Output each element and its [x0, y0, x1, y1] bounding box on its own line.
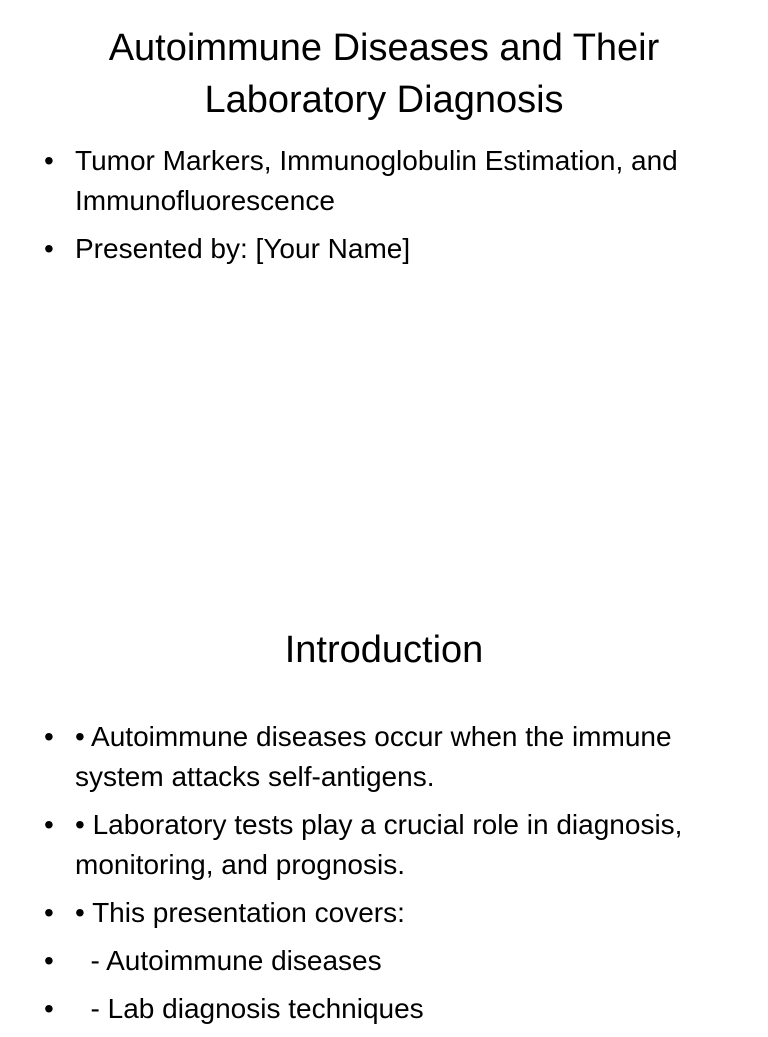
list-item [44, 141, 734, 221]
list-item [44, 229, 734, 269]
slide-2-title: Introduction [284, 629, 484, 671]
bullet-icon: • [44, 233, 54, 264]
list-item [44, 805, 734, 885]
bullet-icon: • [44, 721, 54, 752]
list-item [44, 717, 734, 797]
slide-1-bullet-list [44, 141, 734, 277]
bullet-text: • Autoimmune diseases occur when the immune system attacks self-antigens. [75, 721, 672, 792]
bullet-icon: • [44, 809, 54, 840]
list-item [44, 893, 734, 933]
bullet-icon: • [44, 993, 54, 1024]
bullet-text: - Autoimmune diseases [75, 945, 382, 976]
list-item [44, 989, 734, 1029]
bullet-text: - Lab diagnosis techniques [75, 993, 424, 1024]
slide-1-title: Autoimmune Diseases and Their Laboratory Diagnosis [108, 27, 660, 121]
bullet-icon: • [44, 897, 54, 928]
bullet-text: Tumor Markers, Immunoglobulin Estimation, and Immunofluorescence [75, 145, 678, 216]
bullet-icon: • [44, 945, 54, 976]
bullet-text: Presented by: [Your Name] [75, 233, 411, 264]
slide-2-bullet-list [44, 717, 734, 1037]
list-item [44, 941, 734, 981]
bullet-text: • Laboratory tests play a crucial role in diagnosis, monitoring, and prognosis. [75, 809, 683, 880]
bullet-text: • This presentation covers: [75, 897, 405, 928]
bullet-icon: • [44, 145, 54, 176]
